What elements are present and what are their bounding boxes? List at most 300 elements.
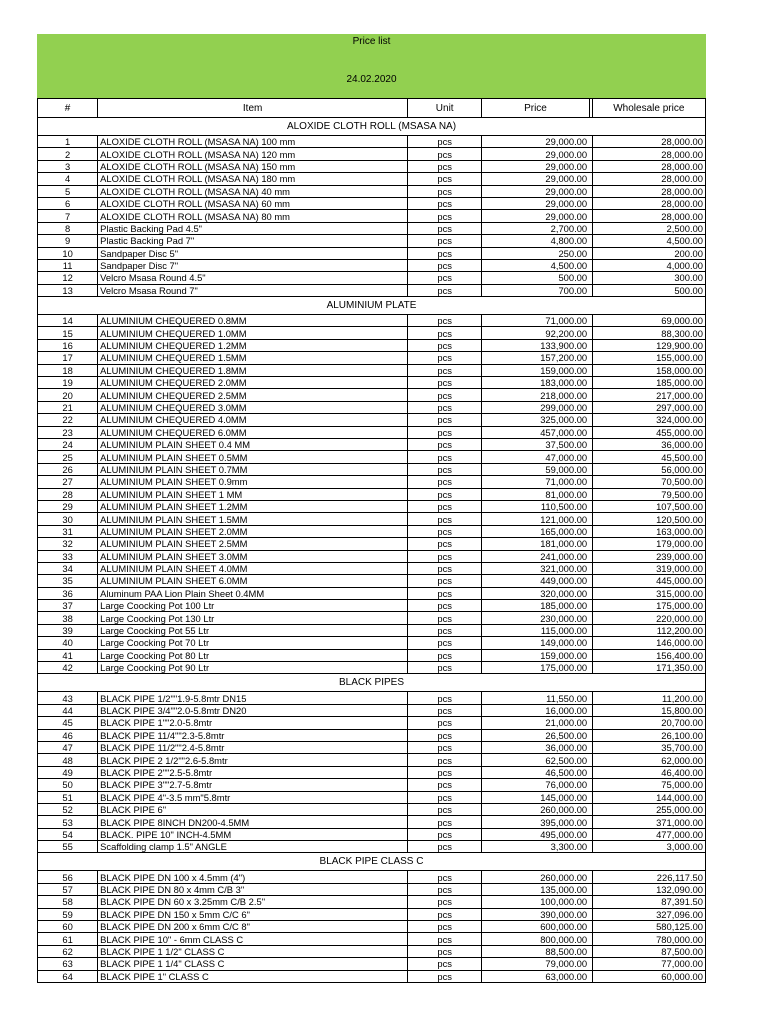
wholesale-price-cell: 120,500.00 [592,513,705,525]
row-number: 35 [38,575,98,587]
wholesale-price-cell: 200.00 [592,247,705,259]
wholesale-price-cell: 3,000.00 [592,841,705,853]
row-number: 48 [38,754,98,766]
unit-cell: pcs [408,741,482,753]
table-row [38,587,706,599]
table-row [38,160,706,172]
item-name: ALUMINIUM PLAIN SHEET 1 MM [98,488,408,500]
table-row [38,871,706,883]
table-row [38,247,706,259]
item-name: BLACK PIPE 2""2.5-5.8mtr [98,766,408,778]
price-cell: 321,000.00 [482,562,589,574]
row-number: 16 [38,339,98,351]
wholesale-price-cell: 87,500.00 [592,945,705,957]
wholesale-price-cell: 220,000.00 [592,612,705,624]
item-name: ALUMINIUM PLAIN SHEET 6.0MM [98,575,408,587]
unit-cell: pcs [408,649,482,661]
wholesale-price-cell: 60,000.00 [592,970,705,982]
table-row [38,259,706,271]
price-cell: 260,000.00 [482,803,589,815]
table-row [38,816,706,828]
col-header-wholesale: Wholesale price [592,99,705,118]
item-name: ALUMINIUM PLAIN SHEET 0.7MM [98,463,408,475]
unit-cell: pcs [408,871,482,883]
price-cell: 29,000.00 [482,197,589,209]
wholesale-price-cell: 255,000.00 [592,803,705,815]
price-cell: 79,000.00 [482,958,589,970]
item-name: Large Coocking Pot 70 Ltr [98,637,408,649]
unit-cell: pcs [408,729,482,741]
row-number: 36 [38,587,98,599]
wholesale-price-cell: 28,000.00 [592,185,705,197]
row-number: 56 [38,871,98,883]
price-cell: 29,000.00 [482,210,589,222]
row-number: 51 [38,791,98,803]
price-table [37,98,706,983]
price-cell: 457,000.00 [482,426,589,438]
row-number: 46 [38,729,98,741]
item-name: Aluminum PAA Lion Plain Sheet 0.4MM [98,587,408,599]
unit-cell: pcs [408,717,482,729]
table-row [38,550,706,562]
item-name: Sandpaper Disc 5" [98,247,408,259]
row-number: 50 [38,779,98,791]
unit-cell: pcs [408,754,482,766]
section-header-row [38,674,706,692]
unit-cell: pcs [408,352,482,364]
table-row [38,662,706,674]
wholesale-price-cell: 28,000.00 [592,136,705,148]
wholesale-price-cell: 87,391.50 [592,896,705,908]
wholesale-price-cell: 179,000.00 [592,538,705,550]
item-name: ALUMINIUM CHEQUERED 6.0MM [98,426,408,438]
row-number: 15 [38,327,98,339]
price-cell: 100,000.00 [482,896,589,908]
price-cell: 390,000.00 [482,908,589,920]
table-row [38,210,706,222]
price-cell: 320,000.00 [482,587,589,599]
unit-cell: pcs [408,550,482,562]
item-name: BLACK PIPE 4"-3.5 mm"5.8mtr [98,791,408,803]
wholesale-price-cell: 36,000.00 [592,438,705,450]
price-cell: 230,000.00 [482,612,589,624]
row-number: 61 [38,933,98,945]
item-name: BLACK PIPE 1" CLASS C [98,970,408,982]
price-cell: 600,000.00 [482,921,589,933]
row-number: 22 [38,414,98,426]
wholesale-price-cell: 56,000.00 [592,463,705,475]
table-row [38,612,706,624]
row-number: 19 [38,377,98,389]
table-row [38,958,706,970]
wholesale-price-cell: 77,000.00 [592,958,705,970]
wholesale-price-cell: 158,000.00 [592,364,705,376]
item-name: ALUMINIUM PLAIN SHEET 0.9mm [98,476,408,488]
item-name: Large Coocking Pot 130 Ltr [98,612,408,624]
item-name: BLACK PIPE 6" [98,803,408,815]
price-cell: 71,000.00 [482,315,589,327]
unit-cell: pcs [408,637,482,649]
section-header-row [38,297,706,315]
price-cell: 71,000.00 [482,476,589,488]
row-number: 14 [38,315,98,327]
price-cell: 157,200.00 [482,352,589,364]
wholesale-price-cell: 156,400.00 [592,649,705,661]
wholesale-price-cell: 327,096.00 [592,908,705,920]
price-cell: 145,000.00 [482,791,589,803]
col-header-item: Item [98,99,408,118]
unit-cell: pcs [408,538,482,550]
section-header-row [38,853,706,871]
unit-cell: pcs [408,704,482,716]
row-number: 60 [38,921,98,933]
wholesale-price-cell: 300.00 [592,272,705,284]
row-number: 27 [38,476,98,488]
unit-cell: pcs [408,970,482,982]
row-number: 40 [38,637,98,649]
wholesale-price-cell: 28,000.00 [592,210,705,222]
price-cell: 181,000.00 [482,538,589,550]
row-number: 24 [38,438,98,450]
table-row [38,841,706,853]
wholesale-price-cell: 319,000.00 [592,562,705,574]
row-number: 10 [38,247,98,259]
table-row [38,649,706,661]
wholesale-price-cell: 11,200.00 [592,692,705,704]
wholesale-price-cell: 297,000.00 [592,401,705,413]
item-name: ALOXIDE CLOTH ROLL (MSASA NA) 150 mm [98,160,408,172]
row-number: 21 [38,401,98,413]
row-number: 29 [38,500,98,512]
wholesale-price-cell: 315,000.00 [592,587,705,599]
wholesale-price-cell: 20,700.00 [592,717,705,729]
unit-cell: pcs [408,662,482,674]
unit-cell: pcs [408,160,482,172]
wholesale-price-cell: 445,000.00 [592,575,705,587]
item-name: BLACK PIPE 11/4""2.3-5.8mtr [98,729,408,741]
unit-cell: pcs [408,883,482,895]
table-row [38,921,706,933]
price-cell: 16,000.00 [482,704,589,716]
wholesale-price-cell: 129,900.00 [592,339,705,351]
col-header-unit: Unit [408,99,482,118]
row-number: 13 [38,284,98,296]
unit-cell: pcs [408,259,482,271]
item-name: BLACK PIPE 1 1/4" CLASS C [98,958,408,970]
item-name: BLACK PIPE DN 150 x 5mm C/C 6" [98,908,408,920]
row-number: 30 [38,513,98,525]
row-number: 12 [38,272,98,284]
row-number: 20 [38,389,98,401]
row-number: 34 [38,562,98,574]
wholesale-price-cell: 324,000.00 [592,414,705,426]
row-number: 52 [38,803,98,815]
price-list-date: 24.02.2020 [346,74,397,85]
item-name: BLACK PIPE 11/2""2.4-5.8mtr [98,741,408,753]
table-row [38,717,706,729]
row-number: 64 [38,970,98,982]
wholesale-price-cell: 15,800.00 [592,704,705,716]
unit-cell: pcs [408,451,482,463]
table-row [38,414,706,426]
section-title: BLACK PIPES [38,674,706,692]
price-cell: 159,000.00 [482,364,589,376]
table-row [38,389,706,401]
unit-cell: pcs [408,136,482,148]
unit-cell: pcs [408,197,482,209]
price-cell: 37,500.00 [482,438,589,450]
item-name: BLACK PIPE DN 200 x 6mm C/C 8" [98,921,408,933]
wholesale-price-cell: 371,000.00 [592,816,705,828]
price-cell: 3,300.00 [482,841,589,853]
wholesale-price-cell: 4,500.00 [592,235,705,247]
wholesale-price-cell: 28,000.00 [592,173,705,185]
item-name: BLACK PIPE 3""2.7-5.8mtr [98,779,408,791]
item-name: Plastic Backing Pad 4.5" [98,222,408,234]
unit-cell: pcs [408,463,482,475]
item-name: BLACK PIPE 1 1/2" CLASS C [98,945,408,957]
price-cell: 29,000.00 [482,185,589,197]
wholesale-price-cell: 132,090.00 [592,883,705,895]
price-cell: 59,000.00 [482,463,589,475]
price-cell: 495,000.00 [482,828,589,840]
item-name: BLACK PIPE 2 1/2""2.6-5.8mtr [98,754,408,766]
item-name: ALUMINIUM PLAIN SHEET 1.5MM [98,513,408,525]
price-cell: 76,000.00 [482,779,589,791]
item-name: ALUMINIUM PLAIN SHEET 2.0MM [98,525,408,537]
unit-cell: pcs [408,438,482,450]
price-cell: 26,500.00 [482,729,589,741]
item-name: ALOXIDE CLOTH ROLL (MSASA NA) 180 mm [98,173,408,185]
unit-cell: pcs [408,766,482,778]
item-name: ALUMINIUM PLAIN SHEET 1.2MM [98,500,408,512]
price-cell: 395,000.00 [482,816,589,828]
price-cell: 4,800.00 [482,235,589,247]
price-cell: 21,000.00 [482,717,589,729]
unit-cell: pcs [408,377,482,389]
item-name: ALUMINIUM CHEQUERED 2.5MM [98,389,408,401]
table-row [38,185,706,197]
table-row [38,197,706,209]
price-cell: 165,000.00 [482,525,589,537]
table-row [38,538,706,550]
table-row [38,488,706,500]
unit-cell: pcs [408,896,482,908]
col-header-price: Price [482,99,589,118]
item-name: Velcro Msasa Round 4.5" [98,272,408,284]
wholesale-price-cell: 28,000.00 [592,160,705,172]
table-row [38,803,706,815]
price-cell: 29,000.00 [482,136,589,148]
table-row [38,766,706,778]
wholesale-price-cell: 455,000.00 [592,426,705,438]
item-name: BLACK PIPE 10" - 6mm CLASS C [98,933,408,945]
item-name: ALUMINIUM CHEQUERED 0.8MM [98,315,408,327]
row-number: 18 [38,364,98,376]
table-row [38,377,706,389]
item-name: ALUMINIUM PLAIN SHEET 2.5MM [98,538,408,550]
table-row [38,624,706,636]
unit-cell: pcs [408,816,482,828]
item-name: BLACK PIPE 1""2.0-5.8mtr [98,717,408,729]
row-number: 1 [38,136,98,148]
price-cell: 29,000.00 [482,173,589,185]
unit-cell: pcs [408,414,482,426]
wholesale-price-cell: 35,700.00 [592,741,705,753]
unit-cell: pcs [408,587,482,599]
unit-cell: pcs [408,222,482,234]
price-cell: 175,000.00 [482,662,589,674]
table-row [38,148,706,160]
unit-cell: pcs [408,426,482,438]
unit-cell: pcs [408,692,482,704]
row-number: 49 [38,766,98,778]
table-row [38,339,706,351]
row-number: 55 [38,841,98,853]
row-number: 42 [38,662,98,674]
table-row [38,476,706,488]
unit-cell: pcs [408,339,482,351]
price-cell: 88,500.00 [482,945,589,957]
row-number: 45 [38,717,98,729]
unit-cell: pcs [408,921,482,933]
wholesale-price-cell: 75,000.00 [592,779,705,791]
price-cell: 81,000.00 [482,488,589,500]
price-cell: 159,000.00 [482,649,589,661]
wholesale-price-cell: 107,500.00 [592,500,705,512]
item-name: ALOXIDE CLOTH ROLL (MSASA NA) 100 mm [98,136,408,148]
table-row [38,401,706,413]
wholesale-price-cell: 28,000.00 [592,148,705,160]
item-name: ALUMINIUM CHEQUERED 1.8MM [98,364,408,376]
table-row [38,754,706,766]
row-number: 5 [38,185,98,197]
unit-cell: pcs [408,791,482,803]
wholesale-price-cell: 185,000.00 [592,377,705,389]
price-cell: 29,000.00 [482,148,589,160]
wholesale-price-cell: 112,200.00 [592,624,705,636]
table-row [38,272,706,284]
row-number: 28 [38,488,98,500]
unit-cell: pcs [408,779,482,791]
unit-cell: pcs [408,185,482,197]
wholesale-price-cell: 79,500.00 [592,488,705,500]
price-cell: 299,000.00 [482,401,589,413]
item-name: Large Coocking Pot 80 Ltr [98,649,408,661]
unit-cell: pcs [408,933,482,945]
wholesale-price-cell: 4,000.00 [592,259,705,271]
item-name: ALUMINIUM CHEQUERED 1.5MM [98,352,408,364]
wholesale-price-cell: 70,500.00 [592,476,705,488]
price-cell: 133,900.00 [482,339,589,351]
table-row [38,284,706,296]
row-number: 32 [38,538,98,550]
price-cell: 800,000.00 [482,933,589,945]
table-row [38,779,706,791]
wholesale-price-cell: 46,400.00 [592,766,705,778]
item-name: ALUMINIUM CHEQUERED 2.0MM [98,377,408,389]
item-name: BLACK. PIPE 10" INCH-4.5MM [98,828,408,840]
table-row [38,136,706,148]
item-name: Large Coocking Pot 55 Ltr [98,624,408,636]
row-number: 4 [38,173,98,185]
unit-cell: pcs [408,500,482,512]
table-row [38,970,706,982]
item-name: BLACK PIPE DN 60 x 3.25mm C/B 2.5" [98,896,408,908]
item-name: BLACK PIPE DN 100 x 4.5mm (4") [98,871,408,883]
table-row [38,513,706,525]
table-row [38,791,706,803]
table-row [38,222,706,234]
unit-cell: pcs [408,173,482,185]
table-row [38,883,706,895]
unit-cell: pcs [408,247,482,259]
wholesale-price-cell: 175,000.00 [592,600,705,612]
unit-cell: pcs [408,841,482,853]
price-cell: 2,700.00 [482,222,589,234]
wholesale-price-cell: 69,000.00 [592,315,705,327]
unit-cell: pcs [408,315,482,327]
table-row [38,896,706,908]
item-name: ALOXIDE CLOTH ROLL (MSASA NA) 40 mm [98,185,408,197]
unit-cell: pcs [408,945,482,957]
wholesale-price-cell: 580,125.00 [592,921,705,933]
table-row [38,945,706,957]
price-cell: 325,000.00 [482,414,589,426]
price-cell: 4,500.00 [482,259,589,271]
row-number: 63 [38,958,98,970]
price-cell: 29,000.00 [482,160,589,172]
table-row [38,235,706,247]
wholesale-price-cell: 28,000.00 [592,197,705,209]
col-header-number: # [38,99,98,118]
price-cell: 36,000.00 [482,741,589,753]
unit-cell: pcs [408,525,482,537]
price-cell: 241,000.00 [482,550,589,562]
wholesale-price-cell: 88,300.00 [592,327,705,339]
wholesale-price-cell: 226,117.50 [592,871,705,883]
wholesale-price-cell: 26,100.00 [592,729,705,741]
wholesale-price-cell: 171,350.00 [592,662,705,674]
row-number: 47 [38,741,98,753]
row-number: 7 [38,210,98,222]
item-name: Large Coocking Pot 90 Ltr [98,662,408,674]
row-number: 53 [38,816,98,828]
wholesale-price-cell: 155,000.00 [592,352,705,364]
item-name: ALOXIDE CLOTH ROLL (MSASA NA) 60 mm [98,197,408,209]
row-number: 8 [38,222,98,234]
price-cell: 185,000.00 [482,600,589,612]
wholesale-price-cell: 163,000.00 [592,525,705,537]
unit-cell: pcs [408,284,482,296]
unit-cell: pcs [408,272,482,284]
row-number: 3 [38,160,98,172]
wholesale-price-cell: 45,500.00 [592,451,705,463]
row-number: 17 [38,352,98,364]
row-number: 11 [38,259,98,271]
unit-cell: pcs [408,624,482,636]
table-row [38,438,706,450]
row-number: 59 [38,908,98,920]
item-name: Scaffolding clamp 1.5" ANGLE [98,841,408,853]
wholesale-price-cell: 500.00 [592,284,705,296]
price-cell: 47,000.00 [482,451,589,463]
table-row [38,933,706,945]
row-number: 54 [38,828,98,840]
wholesale-price-cell: 217,000.00 [592,389,705,401]
row-number: 43 [38,692,98,704]
item-name: Large Coocking Pot 100 Ltr [98,600,408,612]
